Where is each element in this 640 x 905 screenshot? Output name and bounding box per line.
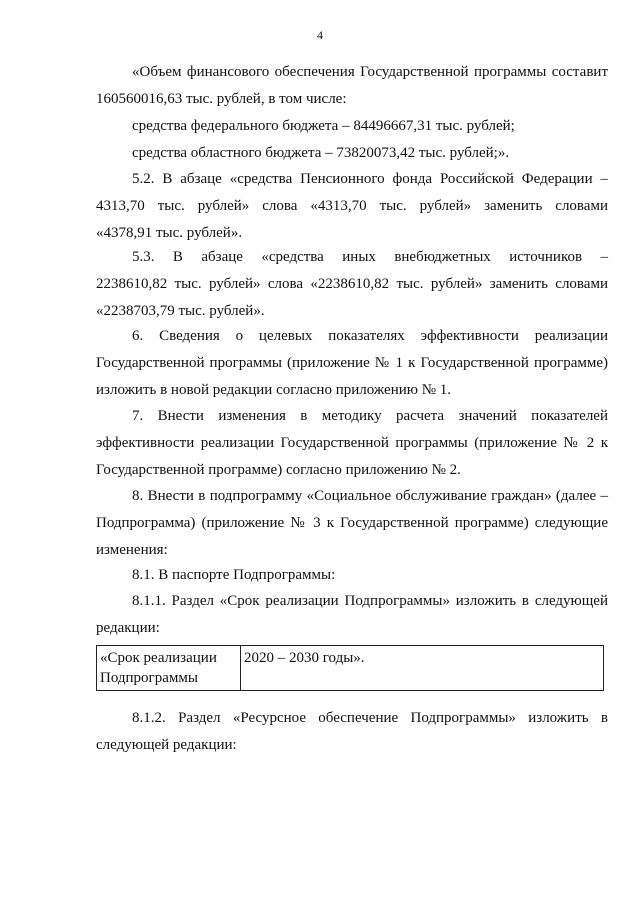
paragraph-5-2-line-3: «4378,91 тыс. рублей». — [96, 225, 243, 241]
paragraph-5-3-line-1: 5.3. В абзаце «средства иных внебюджетных источников – — [132, 249, 608, 265]
paragraph-5-3-line-3: «2238703,79 тыс. рублей». — [96, 303, 265, 319]
paragraph-8: 8. Внести в подпрограмму «Социальное обслуживание граждан» (далее – Подпрограмма) (приложение № 3 к Государственной программе) следующие изменения: — [96, 488, 608, 558]
table-row — [97, 646, 604, 691]
paragraph-federal-budget: средства федерального бюджета – 84496667,31 тыс. рублей; — [132, 118, 515, 134]
paragraph-6: 6. Сведения о целевых показателях эффективности реализации Государственной программы (приложение № 1 к Государственной программе) изложить в новой редакции согласно приложению № 1. — [96, 328, 608, 398]
paragraph-financing-total: «Объем финансового обеспечения Государственной программы составит 160560016,63 тыс. рублей, в том числе: — [96, 64, 608, 107]
paragraph-8-1-2: 8.1.2. Раздел «Ресурсное обеспечение Подпрограммы» изложить в следующей редакции: — [96, 710, 608, 753]
table-value-cell: 2020 – 2030 годы». — [241, 646, 604, 691]
paragraph-8-1: 8.1. В паспорте Подпрограммы: — [132, 567, 336, 583]
paragraph-5-3-line-2: 2238610,82 тыс. рублей» слова «2238610,82 тыс. рублей» заменить словами — [96, 276, 608, 292]
page-number: 4 — [317, 28, 323, 42]
paragraph-regional-budget: средства областного бюджета – 73820073,42 тыс. рублей;». — [132, 145, 510, 161]
paragraph-8-1-1: 8.1.1. Раздел «Срок реализации Подпрограммы» изложить в следующей редакции: — [96, 593, 608, 636]
paragraph-5-2-line-1: 5.2. В абзаце «средства Пенсионного фонда Российской Федерации – — [132, 171, 608, 187]
term-table — [96, 645, 604, 691]
paragraph-5-2-line-2: 4313,70 тыс. рублей» слова «4313,70 тыс. рублей» заменить словами — [96, 198, 608, 214]
table-label-cell: «Срок реализации Подпрограммы — [97, 646, 241, 691]
paragraph-7: 7. Внести изменения в методику расчета значений показателей эффективности реализации Государственной программы (приложение № 2 к Государственной программе) согласно приложению № 2. — [96, 408, 608, 478]
